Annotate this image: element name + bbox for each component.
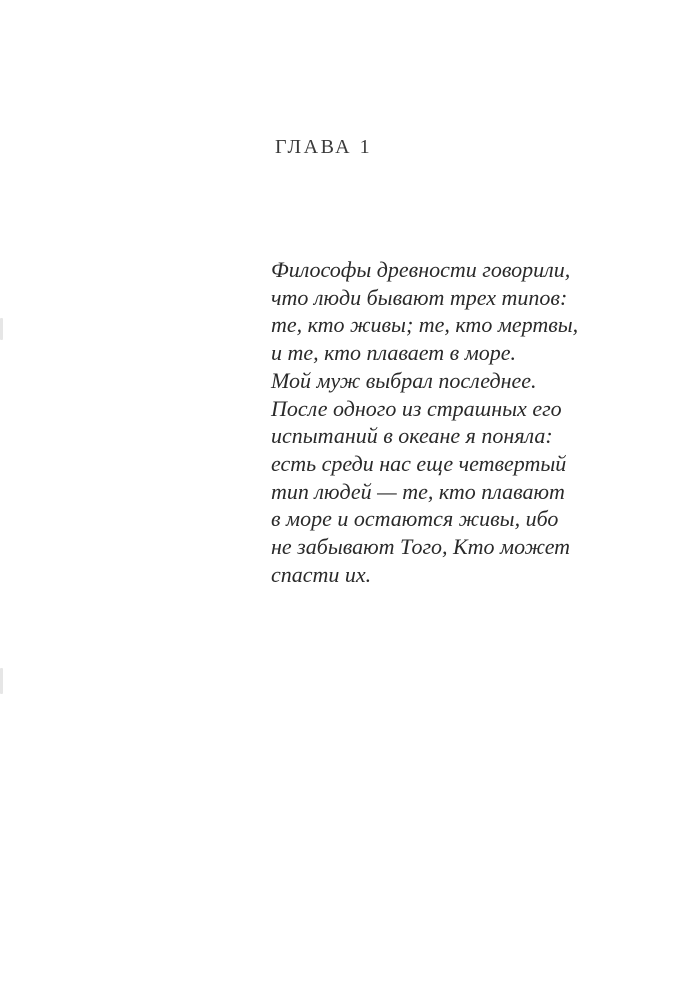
epigraph-line: те, кто живы; те, кто мертвы, [271,312,579,338]
epigraph-line: Философы древности говорили, [271,257,571,282]
epigraph-line: что люди бывают трех типов: [271,284,568,310]
epigraph-line: После одного из страшных его [271,395,562,421]
epigraph-line: спасти их. [271,561,372,587]
epigraph-line: есть среди нас еще четвертый [271,450,567,476]
epigraph-line: Мой муж выбрал последнее. [271,367,537,393]
epigraph [271,256,681,588]
epigraph-line: не забывают Того, Кто может [271,534,571,560]
epigraph-line: испытаний в океане я поняла: [271,423,553,449]
epigraph-line: и те, кто плавает в море. [271,340,517,366]
chapter-title: ГЛАВА 1 [275,136,373,158]
epigraph-line: в море и остаются живы, ибо [271,506,559,532]
epigraph-line: тип людей — те, кто плавают [271,478,565,504]
page-edge-mark [0,668,3,694]
page-edge-mark [0,318,3,340]
